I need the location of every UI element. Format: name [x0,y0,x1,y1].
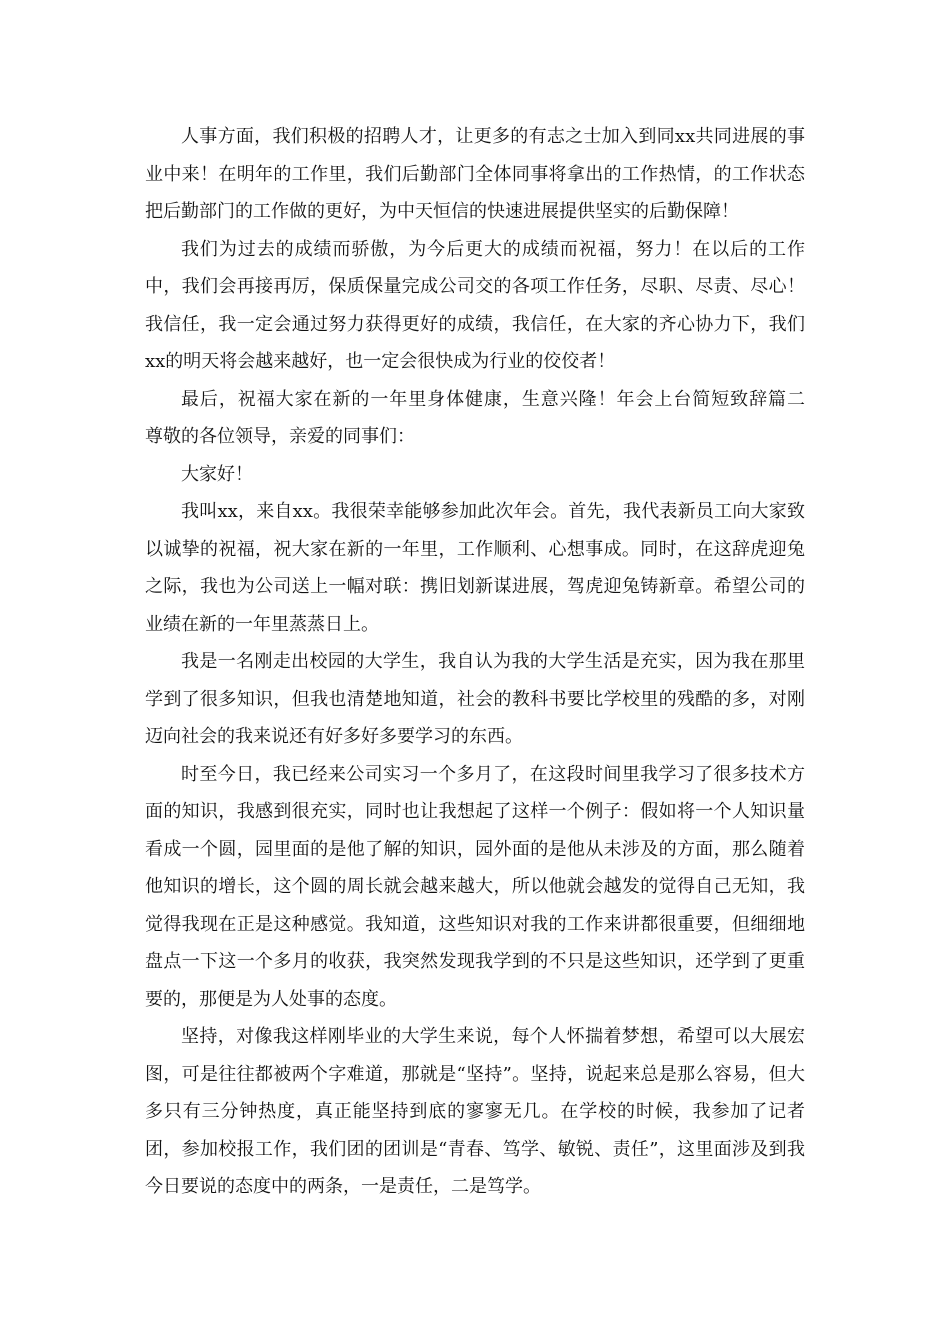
paragraph-achievements: 我们为过去的成绩而骄傲，为今后更大的成绩而祝福，努力！在以后的工作中，我们会再接再厉，保质保量完成公司交的各项工作任务，尽职、尽责、尽心！我信任，我一定会通过努力获得更好的成绩，我信任，在大家的齐心协力下，我们xx的明天将会越来越好，也一定会很快成为行业的佼佼者！ [145,238,805,372]
paragraph-closing-greeting: 最后，祝福大家在新的一年里身体健康，生意兴隆！年会上台简短致辞篇二 尊敬的各位领导，亲爱的同事们： [145,388,841,447]
paragraph-recruitment: 人事方面，我们积极的招聘人才，让更多的有志之士加入到同xx共同进展的事业中来！在明年的工作里，我们后勤部门全体同事将拿出的工作热情，的工作状态把后勤部门的工作做的更好，为中天恒信的快速进展提供坚实的后勤保障！ [145,126,805,222]
paragraph-hello: 大家好！ [181,463,253,485]
paragraph-internship: 时至今日，我已经来公司实习一个多月了，在这段时间里我学习了很多技术方面的知识，我感到很充实，同时也让我想起了这样一个例子：假如将一个人知识量看成一个圆，园里面的是他了解的知识，园外面的是他从未涉及的方面，那么随着他知识的增长，这个圆的周长就会越来越大，所以他就会越发的觉得自己无知，我觉得我现在正是这种感觉。我知道，这些知识对我的工作来讲都很重要，但细细地盘点一下这一个多月的收获，我突然发现我学到的不只是这些知识，还学到了更重要的，那便是为人处事的态度。 [145,763,805,1010]
document-body [145,118,841,1206]
paragraph-introduction: 我叫xx，来自xx。我很荣幸能够参加此次年会。首先，我代表新员工向大家致以诚挚的祝福，祝大家在新的一年里，工作顺利、心想事成。同时，在这辞虎迎兔之际，我也为公司送上一幅对联：携旧划新谋进展，驾虎迎兔铸新章。希望公司的业绩在新的一年里蒸蒸日上。 [145,501,805,635]
paragraph-persistence: 坚持，对像我这样刚毕业的大学生来说，每个人怀揣着梦想，希望可以大展宏图，可是往往都被两个字难道，那就是“坚持”。坚持，说起来总是那么容易，但大多只有三分钟热度，真正能坚持到底的寥寥无几。在学校的时候，我参加了记者团，参加校报工作，我们团的团训是“青春、笃学、敏锐、责任”，这里面涉及到我今日要说的态度中的两条，一是责任，二是笃学。 [145,1026,805,1197]
paragraph-graduate: 我是一名刚走出校园的大学生，我自认为我的大学生活是充实，因为我在那里学到了很多知识，但我也清楚地知道，社会的教科书要比学校里的残酷的多，对刚迈向社会的我来说还有好多好多要学习的东西。 [145,651,805,747]
